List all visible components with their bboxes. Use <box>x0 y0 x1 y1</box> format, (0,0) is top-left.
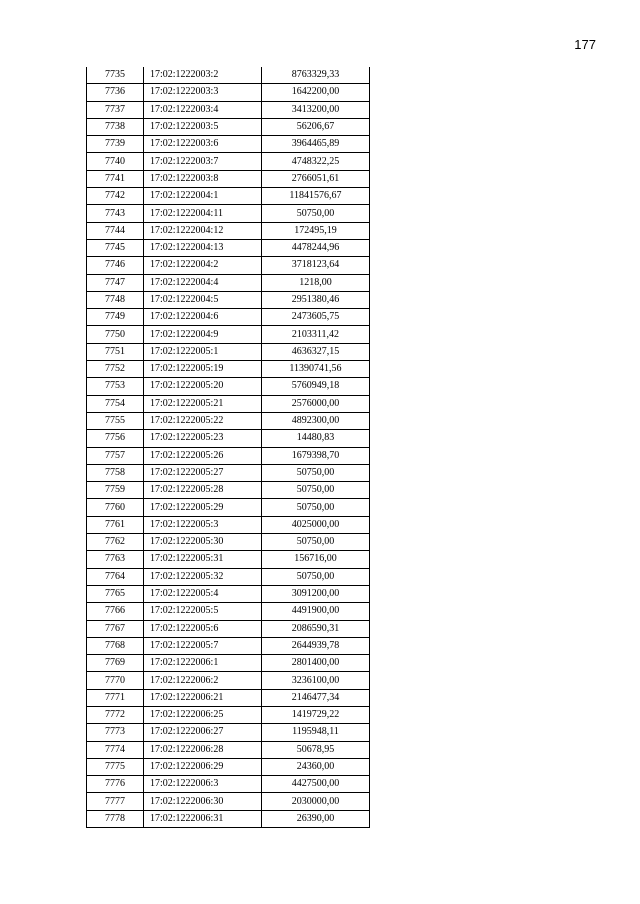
row-number-cell: 7735 <box>87 67 144 84</box>
table-row <box>87 257 370 274</box>
table-row <box>87 222 370 239</box>
cadastral-number-cell: 17:02:1222004:13 <box>144 239 262 256</box>
table-row <box>87 776 370 793</box>
table-row <box>87 361 370 378</box>
row-number-cell: 7743 <box>87 205 144 222</box>
amount-cell: 4748322,25 <box>262 153 370 170</box>
amount-cell: 50750,00 <box>262 568 370 585</box>
table-row <box>87 499 370 516</box>
amount-cell: 1218,00 <box>262 274 370 291</box>
amount-cell: 2644939,78 <box>262 637 370 654</box>
amount-cell: 1419729,22 <box>262 706 370 723</box>
row-number-cell: 7751 <box>87 343 144 360</box>
cadastral-number-cell: 17:02:1222005:23 <box>144 430 262 447</box>
table-row <box>87 118 370 135</box>
table-row <box>87 291 370 308</box>
amount-cell: 50750,00 <box>262 534 370 551</box>
cadastral-number-cell: 17:02:1222005:4 <box>144 585 262 602</box>
row-number-cell: 7777 <box>87 793 144 810</box>
row-number-cell: 7758 <box>87 464 144 481</box>
row-number-cell: 7762 <box>87 534 144 551</box>
amount-cell: 3091200,00 <box>262 585 370 602</box>
cadastral-number-cell: 17:02:1222003:8 <box>144 170 262 187</box>
table-row <box>87 430 370 447</box>
cadastral-number-cell: 17:02:1222005:3 <box>144 516 262 533</box>
table-row <box>87 309 370 326</box>
cadastral-number-cell: 17:02:1222006:28 <box>144 741 262 758</box>
row-number-cell: 7774 <box>87 741 144 758</box>
cadastral-number-cell: 17:02:1222003:5 <box>144 118 262 135</box>
table-row <box>87 205 370 222</box>
cadastral-number-cell: 17:02:1222006:21 <box>144 689 262 706</box>
cadastral-number-cell: 17:02:1222006:3 <box>144 776 262 793</box>
row-number-cell: 7766 <box>87 603 144 620</box>
amount-cell: 50750,00 <box>262 499 370 516</box>
row-number-cell: 7736 <box>87 84 144 101</box>
amount-cell: 2030000,00 <box>262 793 370 810</box>
cadastral-number-cell: 17:02:1222004:2 <box>144 257 262 274</box>
row-number-cell: 7765 <box>87 585 144 602</box>
amount-cell: 4636327,15 <box>262 343 370 360</box>
table-row <box>87 101 370 118</box>
row-number-cell: 7771 <box>87 689 144 706</box>
table-row <box>87 620 370 637</box>
table-row <box>87 326 370 343</box>
amount-cell: 3236100,00 <box>262 672 370 689</box>
table-row <box>87 447 370 464</box>
amount-cell: 2146477,34 <box>262 689 370 706</box>
row-number-cell: 7755 <box>87 412 144 429</box>
cadastral-number-cell: 17:02:1222005:32 <box>144 568 262 585</box>
cadastral-number-cell: 17:02:1222005:19 <box>144 361 262 378</box>
amount-cell: 1679398,70 <box>262 447 370 464</box>
cadastral-number-cell: 17:02:1222004:5 <box>144 291 262 308</box>
row-number-cell: 7739 <box>87 136 144 153</box>
row-number-cell: 7768 <box>87 637 144 654</box>
row-number-cell: 7776 <box>87 776 144 793</box>
cadastral-number-cell: 17:02:1222003:6 <box>144 136 262 153</box>
row-number-cell: 7772 <box>87 706 144 723</box>
amount-cell: 3413200,00 <box>262 101 370 118</box>
cadastral-number-cell: 17:02:1222004:9 <box>144 326 262 343</box>
cadastral-number-cell: 17:02:1222005:28 <box>144 482 262 499</box>
amount-cell: 156716,00 <box>262 551 370 568</box>
cadastral-value-table <box>86 67 370 828</box>
row-number-cell: 7749 <box>87 309 144 326</box>
cadastral-number-cell: 17:02:1222005:31 <box>144 551 262 568</box>
cadastral-number-cell: 17:02:1222003:3 <box>144 84 262 101</box>
row-number-cell: 7742 <box>87 188 144 205</box>
amount-cell: 50750,00 <box>262 482 370 499</box>
cadastral-number-cell: 17:02:1222006:25 <box>144 706 262 723</box>
table-body <box>87 67 370 828</box>
row-number-cell: 7775 <box>87 758 144 775</box>
amount-cell: 4892300,00 <box>262 412 370 429</box>
amount-cell: 5760949,18 <box>262 378 370 395</box>
amount-cell: 172495,19 <box>262 222 370 239</box>
table-row <box>87 551 370 568</box>
amount-cell: 2801400,00 <box>262 655 370 672</box>
cadastral-number-cell: 17:02:1222006:30 <box>144 793 262 810</box>
cadastral-number-cell: 17:02:1222006:27 <box>144 724 262 741</box>
row-number-cell: 7761 <box>87 516 144 533</box>
amount-cell: 2766051,61 <box>262 170 370 187</box>
page-number: 177 <box>574 37 596 52</box>
amount-cell: 24360,00 <box>262 758 370 775</box>
table-row <box>87 136 370 153</box>
cadastral-number-cell: 17:02:1222005:1 <box>144 343 262 360</box>
cadastral-number-cell: 17:02:1222005:5 <box>144 603 262 620</box>
amount-cell: 1642200,00 <box>262 84 370 101</box>
row-number-cell: 7737 <box>87 101 144 118</box>
row-number-cell: 7756 <box>87 430 144 447</box>
table-row <box>87 689 370 706</box>
amount-cell: 8763329,33 <box>262 67 370 84</box>
cadastral-number-cell: 17:02:1222003:4 <box>144 101 262 118</box>
cadastral-number-cell: 17:02:1222005:30 <box>144 534 262 551</box>
cadastral-number-cell: 17:02:1222003:7 <box>144 153 262 170</box>
row-number-cell: 7748 <box>87 291 144 308</box>
row-number-cell: 7767 <box>87 620 144 637</box>
amount-cell: 2103311,42 <box>262 326 370 343</box>
amount-cell: 50678,95 <box>262 741 370 758</box>
cadastral-number-cell: 17:02:1222004:11 <box>144 205 262 222</box>
row-number-cell: 7769 <box>87 655 144 672</box>
row-number-cell: 7741 <box>87 170 144 187</box>
table-row <box>87 516 370 533</box>
table-row <box>87 655 370 672</box>
table-row <box>87 274 370 291</box>
table-row <box>87 793 370 810</box>
row-number-cell: 7744 <box>87 222 144 239</box>
cadastral-number-cell: 17:02:1222005:22 <box>144 412 262 429</box>
amount-cell: 2576000,00 <box>262 395 370 412</box>
table-row <box>87 758 370 775</box>
row-number-cell: 7752 <box>87 361 144 378</box>
amount-cell: 3964465,89 <box>262 136 370 153</box>
row-number-cell: 7764 <box>87 568 144 585</box>
amount-cell: 1195948,11 <box>262 724 370 741</box>
table-row <box>87 810 370 827</box>
cadastral-number-cell: 17:02:1222005:27 <box>144 464 262 481</box>
table-row <box>87 534 370 551</box>
table-row <box>87 706 370 723</box>
amount-cell: 11841576,67 <box>262 188 370 205</box>
row-number-cell: 7773 <box>87 724 144 741</box>
cadastral-number-cell: 17:02:1222005:21 <box>144 395 262 412</box>
row-number-cell: 7763 <box>87 551 144 568</box>
cadastral-number-cell: 17:02:1222005:20 <box>144 378 262 395</box>
table-row <box>87 170 370 187</box>
amount-cell: 26390,00 <box>262 810 370 827</box>
table-row <box>87 378 370 395</box>
cadastral-number-cell: 17:02:1222004:4 <box>144 274 262 291</box>
table-row <box>87 482 370 499</box>
table-row <box>87 672 370 689</box>
table-row <box>87 603 370 620</box>
amount-cell: 4427500,00 <box>262 776 370 793</box>
row-number-cell: 7757 <box>87 447 144 464</box>
cadastral-number-cell: 17:02:1222003:2 <box>144 67 262 84</box>
cadastral-number-cell: 17:02:1222005:26 <box>144 447 262 464</box>
amount-cell: 56206,67 <box>262 118 370 135</box>
table-row <box>87 188 370 205</box>
cadastral-number-cell: 17:02:1222006:2 <box>144 672 262 689</box>
row-number-cell: 7760 <box>87 499 144 516</box>
amount-cell: 11390741,56 <box>262 361 370 378</box>
table-row <box>87 395 370 412</box>
row-number-cell: 7759 <box>87 482 144 499</box>
table-row <box>87 464 370 481</box>
amount-cell: 2473605,75 <box>262 309 370 326</box>
amount-cell: 14480,83 <box>262 430 370 447</box>
row-number-cell: 7753 <box>87 378 144 395</box>
amount-cell: 3718123,64 <box>262 257 370 274</box>
cadastral-number-cell: 17:02:1222006:31 <box>144 810 262 827</box>
cadastral-number-cell: 17:02:1222006:1 <box>144 655 262 672</box>
cadastral-number-cell: 17:02:1222004:12 <box>144 222 262 239</box>
table-row <box>87 585 370 602</box>
amount-cell: 50750,00 <box>262 464 370 481</box>
amount-cell: 2951380,46 <box>262 291 370 308</box>
amount-cell: 50750,00 <box>262 205 370 222</box>
table-row <box>87 637 370 654</box>
cadastral-number-cell: 17:02:1222004:1 <box>144 188 262 205</box>
row-number-cell: 7738 <box>87 118 144 135</box>
amount-cell: 4025000,00 <box>262 516 370 533</box>
table-row <box>87 412 370 429</box>
row-number-cell: 7754 <box>87 395 144 412</box>
row-number-cell: 7750 <box>87 326 144 343</box>
table-row <box>87 84 370 101</box>
table-row <box>87 239 370 256</box>
table-row <box>87 568 370 585</box>
amount-cell: 2086590,31 <box>262 620 370 637</box>
row-number-cell: 7770 <box>87 672 144 689</box>
table-row <box>87 153 370 170</box>
row-number-cell: 7740 <box>87 153 144 170</box>
row-number-cell: 7745 <box>87 239 144 256</box>
cadastral-number-cell: 17:02:1222006:29 <box>144 758 262 775</box>
row-number-cell: 7778 <box>87 810 144 827</box>
table-row <box>87 741 370 758</box>
table-row <box>87 724 370 741</box>
cadastral-number-cell: 17:02:1222005:29 <box>144 499 262 516</box>
amount-cell: 4478244,96 <box>262 239 370 256</box>
table-row <box>87 67 370 84</box>
row-number-cell: 7747 <box>87 274 144 291</box>
cadastral-number-cell: 17:02:1222004:6 <box>144 309 262 326</box>
table-row <box>87 343 370 360</box>
cadastral-number-cell: 17:02:1222005:7 <box>144 637 262 654</box>
cadastral-number-cell: 17:02:1222005:6 <box>144 620 262 637</box>
amount-cell: 4491900,00 <box>262 603 370 620</box>
row-number-cell: 7746 <box>87 257 144 274</box>
